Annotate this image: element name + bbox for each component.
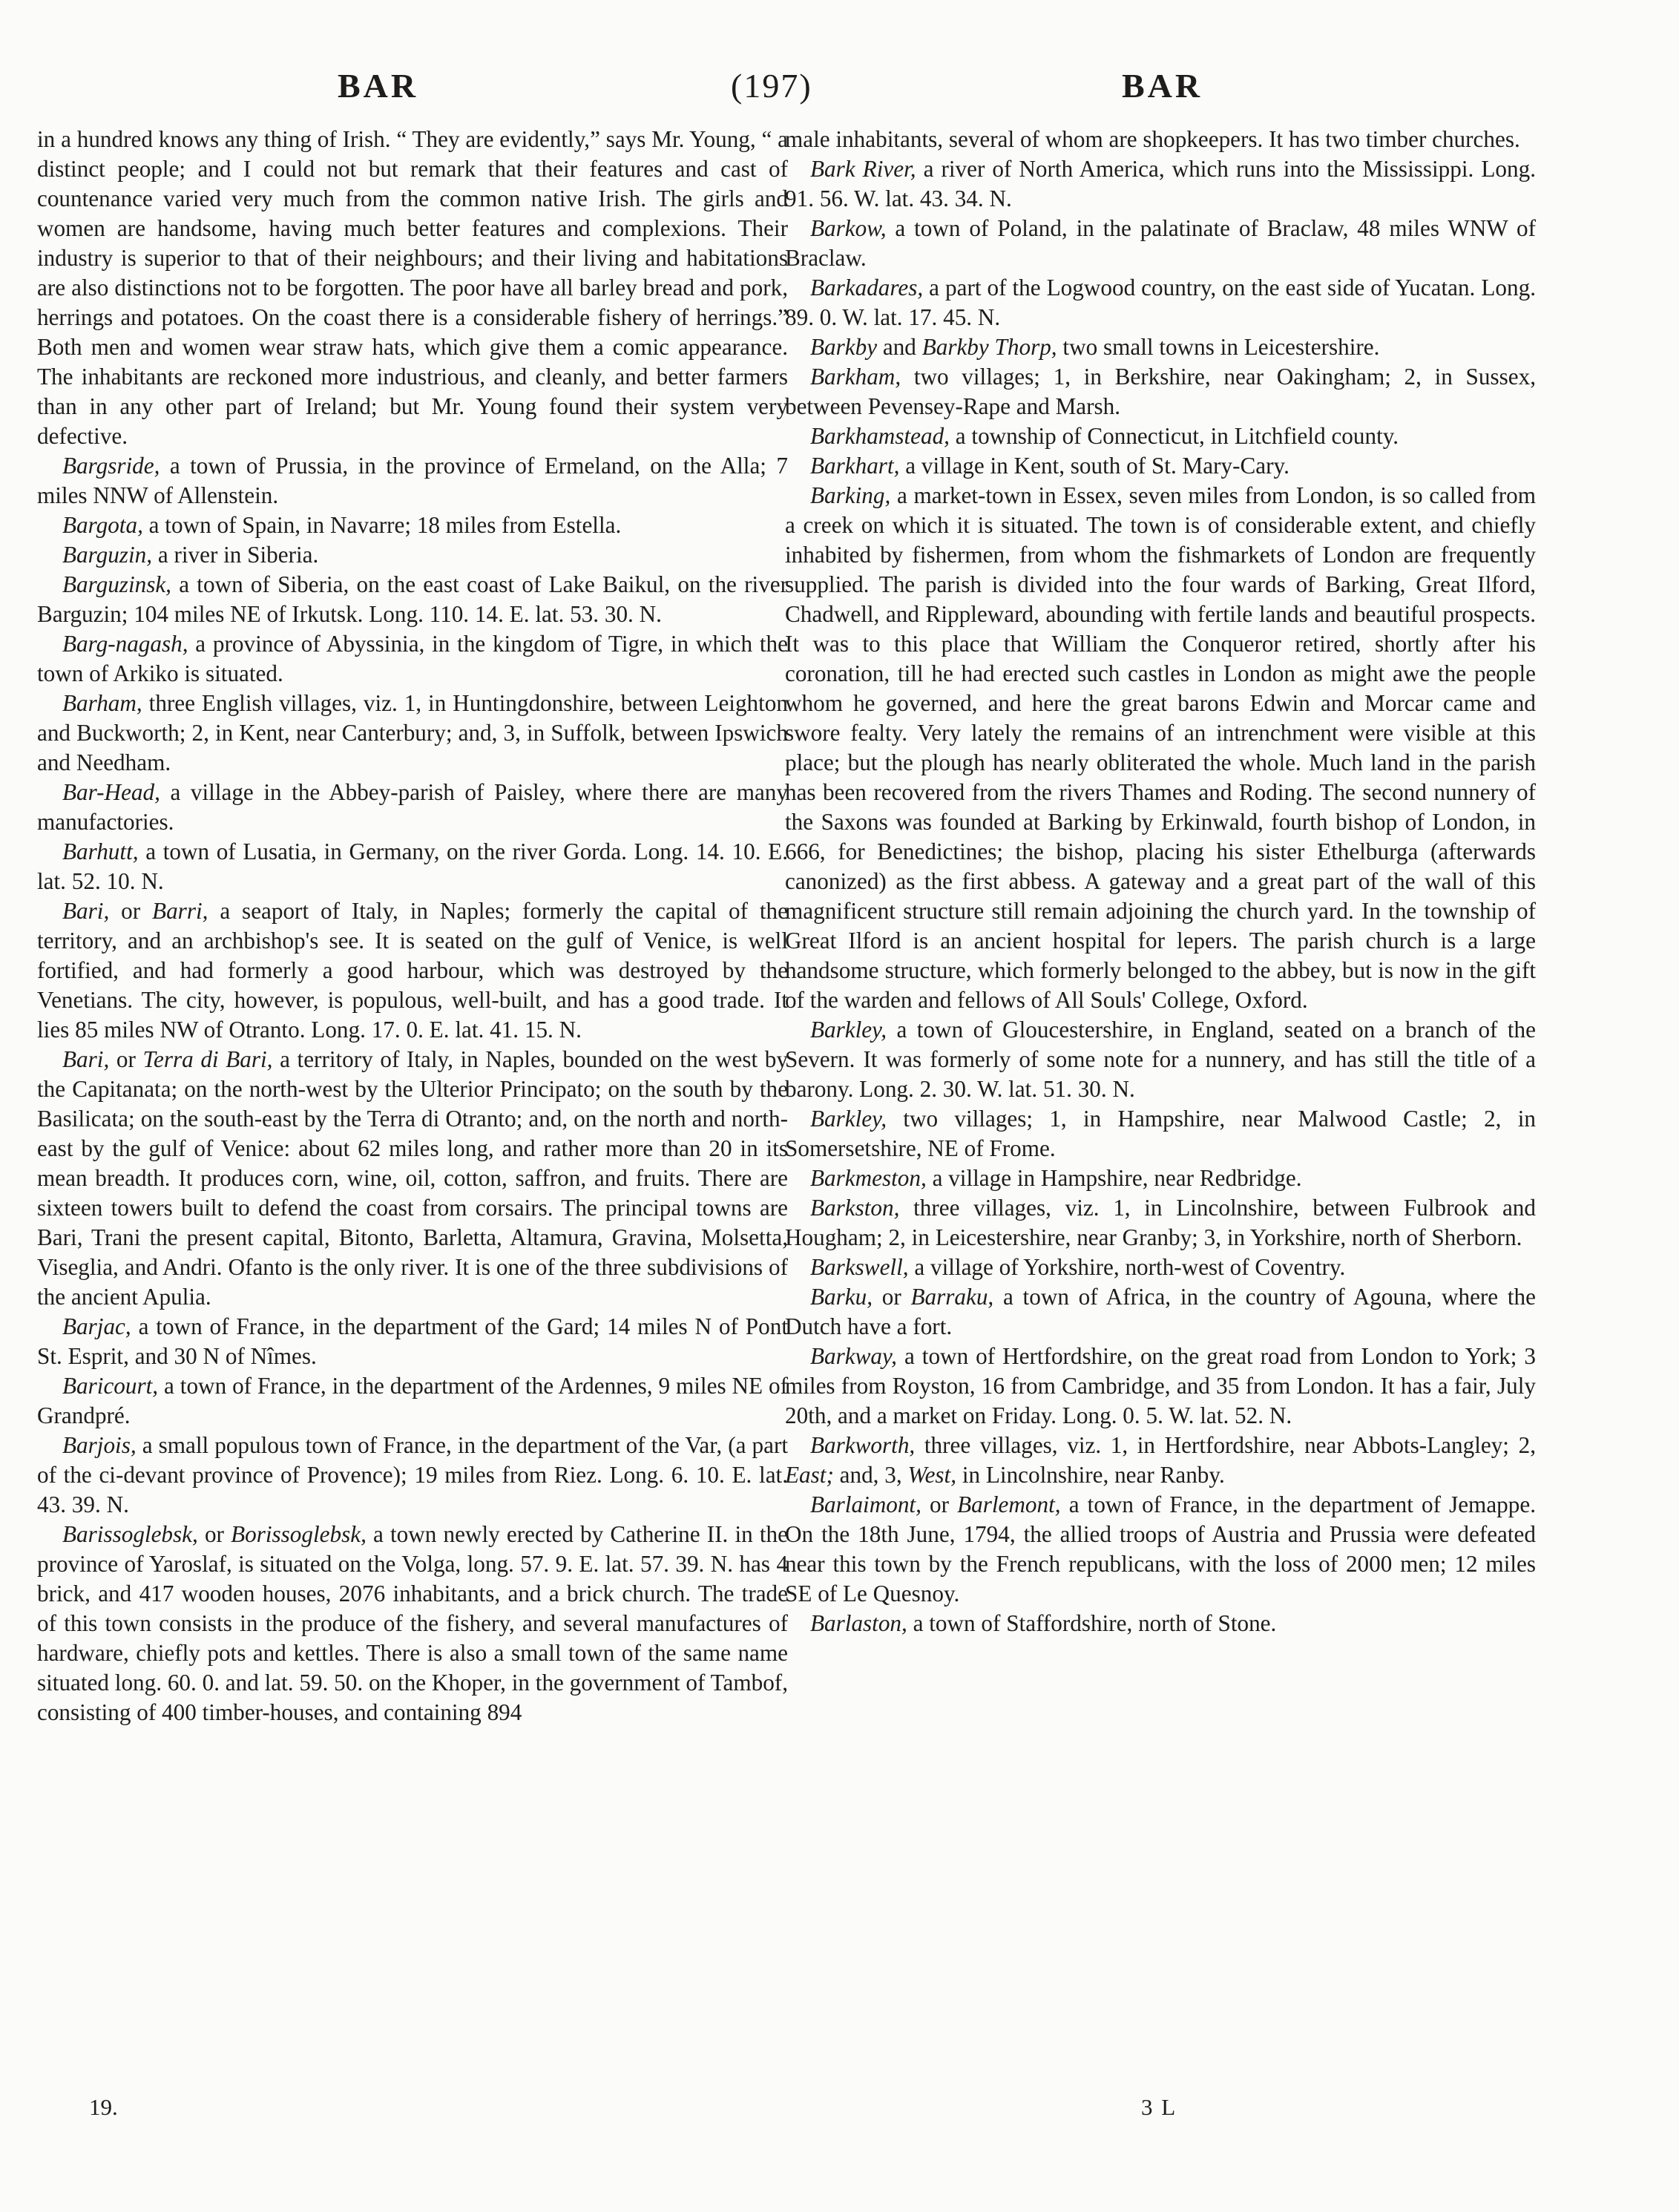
gazetteer-entry (785, 1282, 1536, 1342)
entry-text: male inhabitants, several of whom are shopkeepers. It has two timber churches. (785, 126, 1520, 152)
gazetteer-entry (785, 1193, 1536, 1253)
entry-alt-headword: Borissoglebsk, (231, 1521, 367, 1547)
gazetteer-entry (37, 837, 788, 896)
entry-text: a river of North America, which runs into the Mississippi. Long. 91. 56. W. lat. 43. 34. N. (785, 156, 1536, 211)
gazetteer-entry (37, 1431, 788, 1520)
entry-headword: Barkley, (810, 1017, 887, 1043)
entry-alt-headword: Terra di Bari, (142, 1046, 273, 1072)
gazetteer-entry (37, 451, 788, 511)
entry-text: a town of France, in the department of the Ardennes, 9 miles NE of Grandpré. (37, 1373, 788, 1428)
entry-connector: or (921, 1491, 958, 1517)
gazetteer-entry (37, 629, 788, 689)
entry-text: a village in Hampshire, near Redbridge. (926, 1165, 1302, 1191)
entry-headword: Barlaston, (810, 1610, 907, 1636)
entry-headword: Barg-nagash, (62, 631, 188, 657)
entry-headword: Bari, (62, 898, 110, 924)
entry-alt-headword: Barri, (152, 898, 208, 924)
gazetteer-entry (785, 1431, 1536, 1490)
left-column (37, 125, 788, 1727)
entry-headword: Barkadares, (810, 275, 924, 301)
entry-continuation (37, 125, 788, 451)
entry-alt-headword: Barlemont, (957, 1491, 1061, 1517)
entry-text: a town of Africa, in the country of Agouna, where the Dutch have a fort. (785, 1284, 1536, 1339)
running-head (0, 64, 1679, 108)
entry-text: a town newly erected by Catherine II. in the province of Yaroslaf, is situated on the Volga, long. 57. 9. E. lat. 57. 39. N. has 4 brick, and 417 wooden houses, 2076 inhabitants, and a brick church. The trade of this town consists in the produce of the fishery, and several manufactures of hardware, chiefly pots and kettles. There is also a small town of the same name situated long. 60. 0. and lat. 59. 50. on the Khoper, in the government of Tambof, consisting of 400 timber-houses, and containing 894 (37, 1521, 788, 1725)
entry-text: a township of Connecticut, in Litchfield county. (949, 423, 1399, 449)
entry-headword: Barkham, (810, 364, 901, 390)
entry-text: a town of France, in the department of Jemappe. On the 18th June, 1794, the allied troops of Austria and Prussia were defeated near this town by the French republicans, with the loss of 2000 men; 12 miles SE of Le Quesnoy. (785, 1491, 1536, 1607)
gazetteer-entry (785, 1104, 1536, 1164)
entry-sub-headword: East; (785, 1462, 834, 1488)
entry-text: a town of Gloucestershire, in England, seated on a branch of the Severn. It was formerly of some note for a nunnery, and has still the title of a barony. Long. 2. 30. W. lat. 51. 30. N. (785, 1017, 1536, 1102)
entry-headword: Barkhamstead, (810, 423, 950, 449)
entry-headword: Barguzin, (62, 542, 153, 568)
entry-headword: Bari, (62, 1046, 110, 1072)
entry-text: a town of Poland, in the palatinate of Braclaw, 48 miles WNW of Braclaw. (785, 215, 1536, 271)
entry-connector: or (109, 898, 153, 924)
entry-text: three English villages, viz. 1, in Huntingdonshire, between Leighton and Buckworth; 2, in Kent, near Canterbury; and, 3, in Suffolk, between Ipswich and Needham. (37, 690, 788, 775)
gazetteer-entry (37, 1045, 788, 1312)
gazetteer-entry (37, 1312, 788, 1371)
entry-headword: Barkhart, (810, 453, 900, 479)
entry-text: a village in the Abbey-parish of Paisley, where there are many manufactories. (37, 779, 788, 835)
entry-headword: Barissoglebsk, (62, 1521, 198, 1547)
entry-headword: Baricourt, (62, 1373, 159, 1399)
gazetteer-entry (785, 451, 1536, 481)
entry-text: a part of the Logwood country, on the east side of Yucatan. Long. 89. 0. W. lat. 17. 45. N. (785, 275, 1536, 330)
entry-headword: Barkway, (810, 1343, 897, 1369)
entry-text: a village of Yorkshire, north-west of Coventry. (908, 1254, 1346, 1280)
entry-text: a town of Spain, in Navarre; 18 miles from Estella. (142, 512, 622, 538)
entry-text: a town of France, in the department of the Gard; 14 miles N of Pont St. Esprit, and 30 N of Nîmes. (37, 1313, 788, 1369)
entry-headword: Bark River, (810, 156, 916, 182)
entry-connector: or (197, 1521, 231, 1547)
gazetteer-entry (785, 1490, 1536, 1609)
entry-headword: Barham, (62, 690, 142, 716)
entry-headword: Barkby (810, 334, 878, 360)
gazetteer-entry (785, 1164, 1536, 1193)
gazetteer-entry (37, 1520, 788, 1727)
entry-headword: Bargota, (62, 512, 143, 538)
entry-text: a town of Staffordshire, north of Stone. (907, 1610, 1277, 1636)
entry-text: a territory of Italy, in Naples, bounded on the west by the Capitanata; on the north-west by the Ulterior Principato; on the south by the Basilicata; on the south-east by the Terra di Otranto; and, on the north and north-east by the gulf of Venice: about 62 miles long, and rather more than 20 in its mean breadth. It produces corn, wine, oil, cotton, saffron, and fruits. There are sixteen towers built to defend the coast from corsairs. The principal towns are Bari, Trani the present capital, Bitonto, Barletta, Altamura, Gravina, Molsetta, Viseglia, and Andri. Ofanto is the only river. It is one of the three subdivisions of the ancient Apulia. (37, 1046, 788, 1310)
entry-text: a province of Abyssinia, in the kingdom of Tigre, in which the town of Arkiko is situated. (37, 631, 788, 686)
signature-mark-left: 19. (89, 2094, 118, 2120)
gazetteer-entry (785, 481, 1536, 1015)
gazetteer-entry (785, 362, 1536, 421)
running-head-left: BAR (338, 67, 419, 105)
entry-text: a town of Hertfordshire, on the great road from London to York; 3 miles from Royston, 16 from Cambridge, and 35 from London. It has a fair, July 20th, and a market on Friday. Long. 0. 5. W. lat. 52. N. (785, 1343, 1536, 1428)
entry-headword: Barkow, (810, 215, 887, 241)
gazetteer-entry (785, 154, 1536, 214)
entry-headword: Bargsride, (62, 453, 160, 479)
entry-text: a village in Kent, south of St. Mary-Cary. (899, 453, 1289, 479)
entry-text: a seaport of Italy, in Naples; formerly the capital of the territory, and an archbishop's see. It is seated on the gulf of Venice, is well fortified, and had formerly a good harbour, which was destroyed by the Venetians. The city, however, is populous, well-built, and has a good trade. It lies 85 miles NW of Otranto. Long. 17. 0. E. lat. 41. 15. N. (37, 898, 788, 1043)
entry-text: three villages, viz. 1, in Hertfordshire, near Abbots-Langley; 2, (915, 1432, 1536, 1458)
gazetteer-entry (785, 1015, 1536, 1104)
entry-alt-headword: Barraku, (910, 1284, 994, 1310)
gazetteer-entry (37, 540, 788, 570)
entry-text: a river in Siberia. (152, 542, 319, 568)
gazetteer-entry (785, 1609, 1536, 1638)
entry-text: two small towns in Leicestershire. (1057, 334, 1380, 360)
entry-text: two villages; 1, in Berkshire, near Oakingham; 2, in Sussex, between Pevensey-Rape and Marsh. (785, 364, 1536, 419)
running-head-right: BAR (1122, 67, 1203, 105)
entry-text: a small populous town of France, in the department of the Var, (a part of the ci-devant province of Provence); 19 miles from Riez. Long. 6. 10. E. lat. 43. 39. N. (37, 1432, 788, 1517)
gazetteer-entry (37, 778, 788, 837)
entry-connector: or (109, 1046, 143, 1072)
page-number: (197) (731, 67, 812, 105)
entry-headword: Barking, (810, 482, 891, 508)
entry-connector: or (873, 1284, 911, 1310)
gazetteer-entry (37, 511, 788, 540)
entry-text: a town of Prussia, in the province of Ermeland, on the Alla; 7 miles NNW of Allenstein. (37, 453, 788, 508)
entry-headword: Barlaimont, (810, 1491, 921, 1517)
entry-text: a town of Lusatia, in Germany, on the river Gorda. Long. 14. 10. E. lat. 52. 10. N. (37, 838, 788, 894)
gazetteer-entry (785, 1253, 1536, 1282)
gazetteer-entry (37, 689, 788, 778)
gazetteer-entry (785, 421, 1536, 451)
entry-connector: and (877, 334, 922, 360)
entry-text: a market-town in Essex, seven miles from London, is so called from a creek on which it is situated. The town is of considerable extent, and chiefly inhabited by fishermen, from whom the fishmarkets of London are frequently supplied. The parish is divided into the four wards of Barking, Great Ilford, Chadwell, and Rippleward, abounding with fertile lands and beautiful prospects. It was to this place that William the Conqueror retired, shortly after his coronation, till he had erected such castles in London as might awe the people whom he governed, and here the great barons Edwin and Morcar came and swore fealty. Very lately the remains of an intrenchment were visible at this place; but the plough has nearly obliterated the whole. Much land in the parish has been recovered from the rivers Thames and Roding. The second nunnery of the Saxons was founded at Barking by Erkinwald, fourth bishop of London, in 666, for Benedictines; the bishop, placing his sister Ethelburga (afterwards canonized) as the first abbess. A gateway and a great part of the wall of this magnificent structure still remain adjoining the church yard. In the township of Great Ilford is an ancient hospital for lepers. The parish church is a large handsome structure, which formerly belonged to the abbey, but is now in the gift of the warden and fellows of All Souls' College, Oxford. (785, 482, 1536, 1013)
entry-headword: Barhutt, (62, 838, 139, 864)
entry-sub-headword: West, (907, 1462, 957, 1488)
entry-text: in a hundred knows any thing of Irish. “ They are evidently,” says Mr. Young, “ a distinct people; and I could not but remark that their features and cast of countenance varied very much from the common native Irish. The girls and women are handsome, having much better features and complexions. Their industry is superior to that of their neighbours; and their living and habitations are also distinctions not to be forgotten. The poor have all barley bread and pork, herrings and potatoes. On the coast there is a considerable fishery of herrings.” Both men and women wear straw hats, which give them a comic appearance. The inhabitants are reckoned more industrious, and cleanly, and better farmers than in any other part of Ireland; but Mr. Young found their system very defective. (37, 126, 788, 449)
gazetteer-entry (37, 896, 788, 1045)
entry-text: in Lincolnshire, near Ranby. (956, 1462, 1225, 1488)
entry-text: and, 3, (833, 1462, 908, 1488)
entry-text: two villages; 1, in Hampshire, near Malwood Castle; 2, in Somersetshire, NE of Frome. (785, 1106, 1536, 1161)
entry-headword: Barkston, (810, 1195, 900, 1221)
entry-headword: Barkswell, (810, 1254, 909, 1280)
entry-headword: Barguzinsk, (62, 571, 171, 597)
gazetteer-entry (37, 1371, 788, 1431)
entry-continuation (785, 125, 1536, 154)
entry-text: a town of Siberia, on the east coast of Lake Baikul, on the river Barguzin; 104 miles NE of Irkutsk. Long. 110. 14. E. lat. 53. 30. N. (37, 571, 788, 627)
entry-headword: Barkmeston, (810, 1165, 927, 1191)
entry-alt-headword: Barkby Thorp, (921, 334, 1057, 360)
gazetteer-entry (37, 570, 788, 629)
right-column (785, 125, 1536, 1638)
entry-headword: Bar-Head, (62, 779, 160, 805)
gazetteer-entry (785, 1342, 1536, 1431)
entry-headword: Barjac, (62, 1313, 131, 1339)
entry-headword: Barjois, (62, 1432, 137, 1458)
entry-text: three villages, viz. 1, in Lincolnshire, between Fulbrook and Hougham; 2, in Leicestershire, near Granby; 3, in Yorkshire, north of Sherborn. (785, 1195, 1536, 1250)
entry-headword: Barkworth, (810, 1432, 916, 1458)
entry-headword: Barkley, (810, 1106, 887, 1132)
gazetteer-entry (785, 214, 1536, 273)
signature-mark-right: 3 L (1141, 2094, 1177, 2120)
gazetteer-entry (785, 332, 1536, 362)
gazetteer-entry (785, 273, 1536, 332)
entry-headword: Barku, (810, 1284, 873, 1310)
